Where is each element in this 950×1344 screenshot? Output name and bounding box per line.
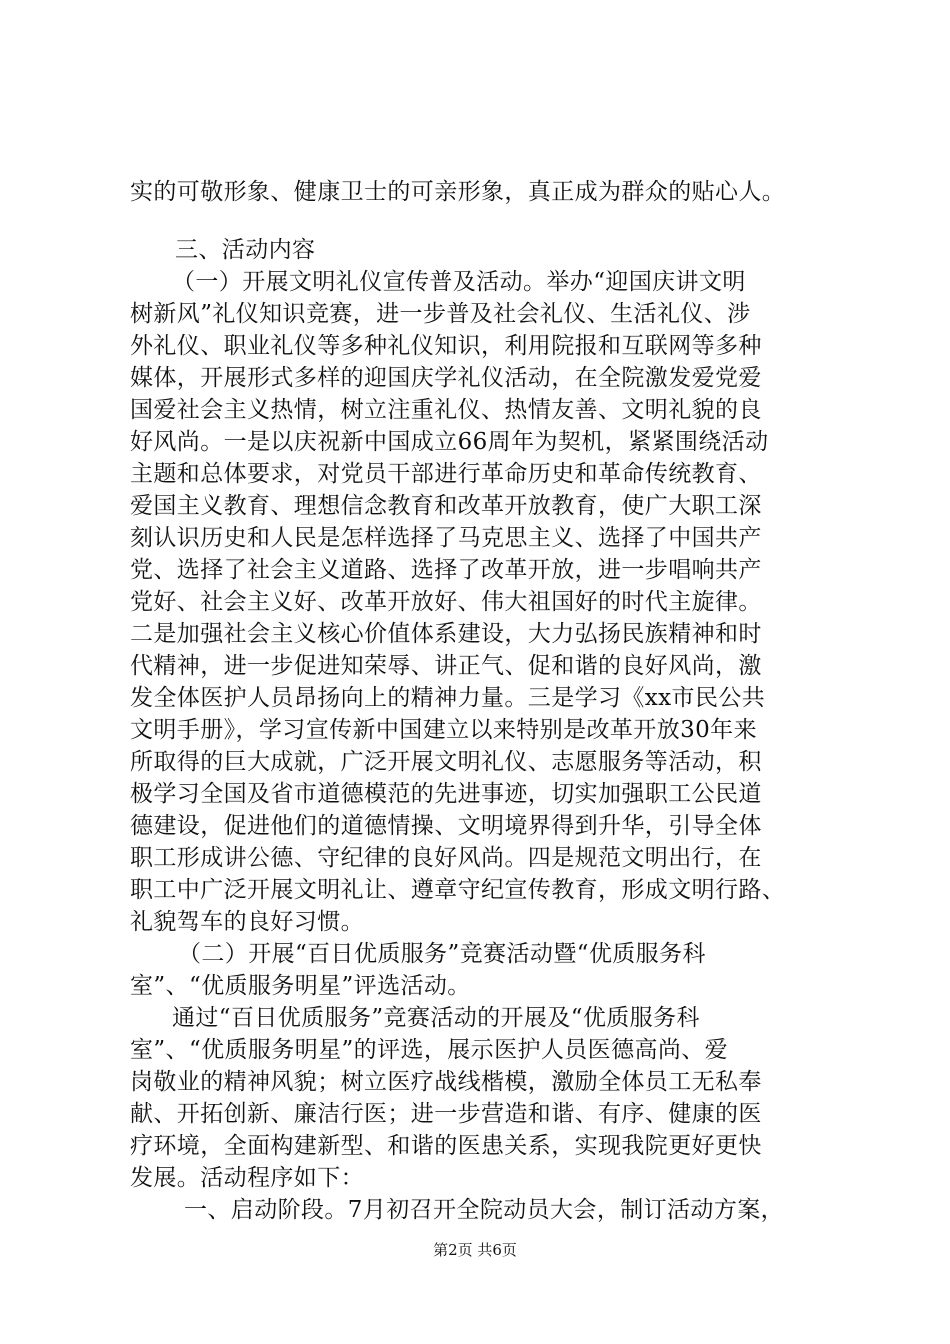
body-line: 所取得的巨大成就，广泛开展文明礼仪、志愿服务等活动，积 [130, 749, 762, 775]
body-line: （二）开展“百日优质服务”竞赛活动暨“优质服务科 [178, 941, 706, 967]
body-line: 代精神，进一步促进知荣辱、讲正气、促和谐的良好风尚，激 [130, 653, 762, 679]
body-line: 职工形成讲公德、守纪律的良好风尚。四是规范文明出行，在 [130, 845, 762, 871]
body-line: 树新风”礼仪知识竞赛，进一步普及社会礼仪、生活礼仪、涉 [130, 301, 751, 327]
body-line: 刻认识历史和人民是怎样选择了马克思主义、选择了中国共产 [130, 525, 762, 551]
section-heading: 三、活动内容 [175, 237, 316, 263]
body-line: 发全体医护人员昂扬向上的精神力量。三是学习《xx市民公共 [130, 685, 766, 711]
body-line: 通过“百日优质服务”竞赛活动的开展及“优质服务科 [172, 1005, 700, 1031]
body-line: 外礼仪、职业礼仪等多种礼仪知识，利用院报和互联网等多种 [130, 333, 762, 359]
body-line: 一、启动阶段。7月初召开全院动员大会，制订活动方案， [184, 1197, 785, 1223]
body-line: （一）开展文明礼仪宣传普及活动。举办“迎国庆讲文明 [172, 269, 746, 295]
body-line: 发展。活动程序如下： [130, 1165, 364, 1191]
body-line: 国爱社会主义热情，树立注重礼仪、热情友善、文明礼貌的良 [130, 397, 762, 423]
body-line: 文明手册》，学习宣传新中国建立以来特别是改革开放30年来 [130, 717, 757, 743]
body-line: 礼貌驾车的良好习惯。 [130, 909, 364, 935]
body-line: 二是加强社会主义核心价值体系建设，大力弘扬民族精神和时 [130, 621, 762, 647]
body-line: 媒体，开展形式多样的迎国庆学礼仪活动，在全院激发爱党爱 [130, 365, 762, 391]
body-line: 德建设，促进他们的道德情操、文明境界得到升华，引导全体 [130, 813, 762, 839]
body-line: 岗敬业的精神风貌；树立医疗战线楷模，激励全体员工无私奉 [130, 1069, 762, 1095]
body-line: 室”、“优质服务明星”评选活动。 [130, 973, 471, 999]
body-line: 爱国主义教育、理想信念教育和改革开放教育，使广大职工深 [130, 493, 762, 519]
body-line: 室”、“优质服务明星”的评选，展示医护人员医德高尚、爱 [130, 1037, 729, 1063]
body-line: 主题和总体要求，对党员干部进行革命历史和革命传统教育、 [130, 461, 762, 487]
body-line: 职工中广泛开展文明礼让、遵章守纪宣传教育，形成文明行路、 [130, 877, 786, 903]
body-line: 党、选择了社会主义道路、选择了改革开放，进一步唱响共产 [130, 557, 762, 583]
body-line: 极学习全国及省市道德模范的先进事迹，切实加强职工公民道 [130, 781, 762, 807]
body-line: 疗环境，全面构建新型、和谐的医患关系，实现我院更好更快 [130, 1133, 762, 1159]
body-line: 实的可敬形象、健康卫士的可亲形象，真正成为群众的贴心人。 [130, 179, 786, 205]
page-number: 第2页 共6页 [433, 1241, 517, 1259]
body-line: 献、开拓创新、廉洁行医；进一步营造和谐、有序、健康的医 [130, 1101, 762, 1127]
body-line: 好风尚。一是以庆祝新中国成立66周年为契机，紧紧围绕活动 [130, 429, 769, 455]
body-line: 党好、社会主义好、改革开放好、伟大祖国好的时代主旋律。 [130, 589, 762, 615]
